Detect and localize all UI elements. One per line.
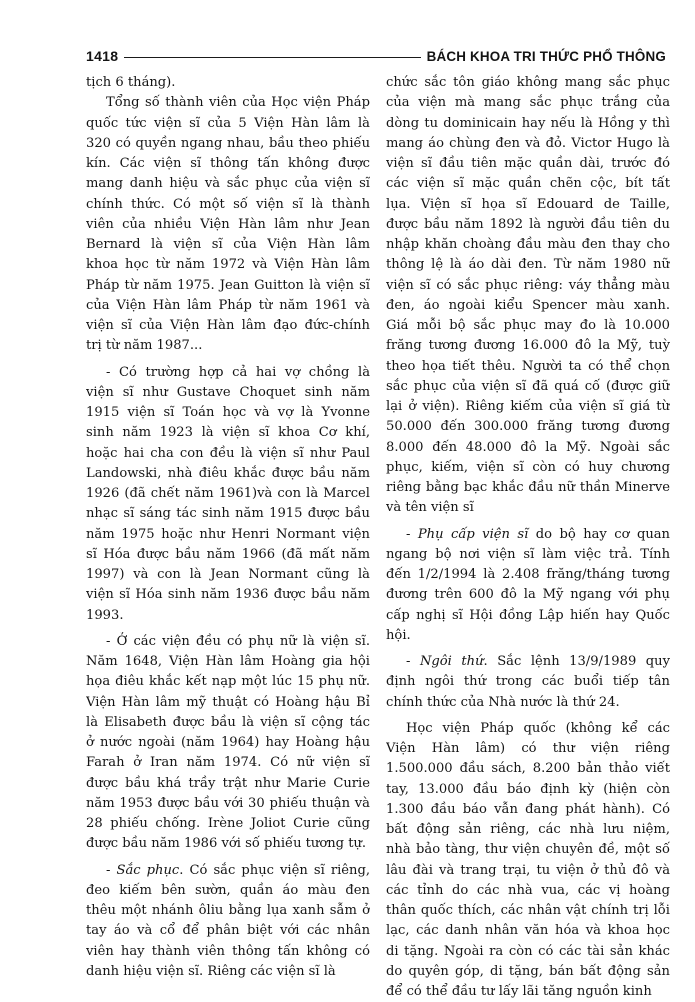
text-line: hoặc hai cha con đều là viện sĩ như Paul xyxy=(86,445,370,461)
text-line: viên hay thành viên thông tấn không có xyxy=(86,943,370,959)
text-line: viện sĩ Hóa sinh năm 1936 được bầu năm xyxy=(86,587,370,603)
text-line: được bầu năm 1892 là người đầu tiên du xyxy=(386,216,670,232)
text-line: các viện sĩ mặc quần chẽn cộc, bít tất xyxy=(386,176,670,192)
text-line: 8.000 đến 48.000 đô la Mỹ. Ngoài sắc xyxy=(386,439,670,455)
text-line: mang áo chùng đen và đỏ. Victor Hugo là xyxy=(386,135,670,151)
text-line: thêu một nhánh ôliu bằng lụa xanh sẫm ở xyxy=(86,903,370,918)
text-line: nhạc sĩ sáng tác sinh năm 1915 được bầu xyxy=(86,506,370,522)
text-line: Giá mỗi bộ sắc phục may đo là 10.000 xyxy=(386,318,670,333)
text-line: nhập khăn choàng đầu màu đen thay cho xyxy=(386,237,670,252)
text-line: năm 1953 được bầu với 30 phiếu thuận và xyxy=(86,795,370,811)
text-line: chính thức. Có một số viện sĩ là thành xyxy=(86,196,370,212)
text-line: di tặng. Ngoài ra còn có các tài sản khác xyxy=(386,943,670,959)
text-line: năm 1975 hoặc như Henri Normant viện xyxy=(86,526,370,542)
text-line: và tên viện sĩ xyxy=(386,500,474,516)
text-line: Năm 1648, Viện Hàn lâm Hoàng gia hội xyxy=(86,654,370,669)
text-line: cấp nghị sĩ Hội đồng Lập hiến hay Quốc xyxy=(386,607,670,623)
text-line: - Ở các viện đều có phụ nữ là viện sĩ. xyxy=(106,633,370,649)
text-line: 1915 viện sĩ Toán học và vợ là Yvonne xyxy=(86,405,370,420)
text-line: Viện Hàn lâm mỹ thuật có Hoàng hậu Bỉ xyxy=(86,694,370,710)
text-line: 320 có quyền ngang nhau, bầu theo phiếu xyxy=(86,135,370,151)
text-line: 50.000 đến 300.000 frăng tương đương xyxy=(386,419,670,435)
paragraph xyxy=(86,632,370,855)
text-line: phục, kiếm, viện sĩ còn có huy chương xyxy=(386,459,670,475)
text-line: ngang bộ nơi viện sĩ làm việc trả. Tính xyxy=(386,546,670,562)
text-line: riêng bằng bạc khắc đầu nữ thần Minerve xyxy=(386,480,670,495)
text-line: bất động sản riêng, các nhà lưu niệm, xyxy=(386,822,670,837)
text-line: 28 phiếu chống. Irène Joliot Curie cũng xyxy=(86,816,370,831)
page-header xyxy=(86,45,666,67)
page-number: 1418 xyxy=(86,48,119,64)
text-line: viện sĩ của Viện Hàn lâm đạo đức-chính xyxy=(86,318,370,333)
text-line: của Viện Hàn lâm Pháp từ năm 1961 và xyxy=(86,297,370,313)
italic-run-in-heading: Ngôi thứ xyxy=(419,654,484,669)
running-title: BÁCH KHOA TRI THỨC PHỔ THÔNG xyxy=(426,48,666,64)
text-line: theo họa tiết thêu. Người ta có thể chọn xyxy=(386,358,670,374)
text-line: Viện Hàn lâm) có thư viện riêng xyxy=(386,741,670,756)
text-line: là Elisabeth được bầu là viện sĩ cộng tác xyxy=(86,714,370,730)
text-line: thông lệ là áo dài đen. Từ năm 1980 nữ xyxy=(386,257,670,273)
text-line: tịch 6 tháng). xyxy=(86,75,176,90)
text-line: quốc tức viện sĩ của 5 Viện Hàn lâm là xyxy=(86,115,370,131)
text-line: Tổng số thành viên của Học viện Pháp xyxy=(106,95,370,111)
text-line: lụa. Viện sĩ họa sĩ Edouard de Taille, xyxy=(386,196,670,212)
text-line: viện sĩ có sắc phục riêng: váy thẳng màu xyxy=(386,277,670,293)
text-line: viên của nhiều Viện Hàn lâm như Jean xyxy=(86,216,370,232)
text-line: đến 1/2/1994 là 2.408 frăng/tháng tương xyxy=(386,567,670,582)
text-line: viện sĩ đầu tiên mặc quần dài, trước đó xyxy=(386,156,670,171)
text-line: Bernard là viện sĩ của Viện Hàn lâm xyxy=(86,237,370,252)
text-line: được bầu năm 1986 với số phiếu tương tự. xyxy=(86,836,367,852)
text-line: thân quốc thích, các nhân vật chính trị lỗi xyxy=(386,903,670,918)
text-line: tay áo và cổ để phân biệt với các nhân xyxy=(86,923,370,939)
text-line: sĩ Hóa được bầu năm 1966 (đã mất năm xyxy=(86,546,370,562)
text-line: - Có trường hợp cả hai vợ chồng là xyxy=(106,364,370,380)
text-line: danh hiệu viện sĩ. Riêng các viện sĩ là xyxy=(86,963,336,979)
text-line: tay, 13.000 đầu báo định kỳ (hiện còn xyxy=(386,781,670,797)
text-line: - Sắc phục. Có sắc phục viện sĩ riêng, xyxy=(106,862,370,878)
text-line: nhà bảo tàng, thư viện chuyên đề, một số xyxy=(386,842,670,858)
paragraph xyxy=(86,73,370,93)
text-line: 1997) và con là Jean Normant cũng là xyxy=(86,567,370,582)
text-line: hội. xyxy=(386,627,411,643)
text-line: lại ở viện). Riêng kiếm của viện sĩ giá từ xyxy=(386,399,670,414)
header-rule xyxy=(124,57,420,58)
text-line: kín. Các viện sĩ thông tấn không được xyxy=(86,156,370,171)
text-line: viện sĩ như Gustave Choquet sinh năm xyxy=(86,384,370,400)
text-line: 1.500.000 đầu sách, 8.200 bản thảo viết xyxy=(386,761,670,777)
text-line: các tỉnh do các nhà vua, các vị hoàng xyxy=(386,882,670,898)
text-line: frăng tương đương 16.000 đô la Mỹ, tuỳ xyxy=(386,338,670,354)
paragraph xyxy=(386,652,670,713)
paragraph xyxy=(86,93,370,356)
text-line: Farah ở Iran năm 1974. Có nữ viện sĩ xyxy=(86,755,370,771)
text-line: chức sắc tôn giáo không mang sắc phục xyxy=(386,75,670,90)
paragraph xyxy=(386,719,670,1002)
text-line: 1.300 đầu báo vẫn đang phát hành). Có xyxy=(386,801,670,817)
text-line: lâu đài và trang trại, tu viện ở thủ đô và xyxy=(386,862,670,878)
text-line: lạc, các danh nhân văn hóa và khoa học xyxy=(386,923,670,939)
text-line: ở nước ngoài (năm 1964) hay Hoàng hậu xyxy=(86,735,370,750)
text-line: được bầu khá trầy trật như Marie Curie xyxy=(86,775,370,791)
text-line: đeo kiếm bên sườn, quần áo màu đen xyxy=(86,882,370,898)
text-line: chính thức của Nhà nước là thứ 24. xyxy=(386,694,620,710)
right-text-column xyxy=(386,73,670,1002)
paragraph xyxy=(386,73,670,519)
text-line: Pháp từ năm 1975. Jean Guitton là viện sĩ xyxy=(86,277,370,293)
paragraph xyxy=(86,363,370,626)
text-line: 1993. xyxy=(86,607,124,623)
paragraph xyxy=(386,525,670,647)
italic-run-in-heading: Sắc phục xyxy=(116,862,180,878)
text-line: họa điêu khắc kết nạp một lúc 15 phụ nữ. xyxy=(86,674,370,690)
paragraph xyxy=(86,861,370,983)
text-line: định ngôi thứ trong các buổi tiếp tân xyxy=(386,674,670,690)
text-line: Landowski, nhà điêu khắc được bầu năm xyxy=(86,465,370,481)
text-line: do quyên góp, di tặng, bán bất động sản xyxy=(386,963,670,979)
text-line: sắc phục của viện sĩ đã quá cố (được giữ xyxy=(386,378,670,394)
text-line: trị từ năm 1987... xyxy=(86,338,203,354)
text-line: Học viện Pháp quốc (không kể các xyxy=(406,720,670,736)
text-line: 1926 (đã chết năm 1961)và con là Marcel xyxy=(86,486,370,501)
text-line: đương trên 600 đô la Mỹ ngang với phụ xyxy=(386,587,670,603)
left-text-column xyxy=(86,73,370,982)
text-line: mang danh hiệu và sắc phục của viện sĩ xyxy=(86,176,370,192)
text-line: khoa học từ năm 1972 và Viện Hàn lâm xyxy=(86,257,370,273)
text-line: đen, áo ngoài kiểu Spencer màu xanh. xyxy=(386,297,670,313)
text-line: dòng tu dominicain hay nếu là Hồng y thì xyxy=(386,115,670,131)
italic-run-in-heading: Phụ cấp viện sĩ xyxy=(417,526,529,542)
text-line: của viện mà mang sắc phục trắng của xyxy=(386,95,670,111)
text-line: - Phụ cấp viện sĩ do bộ hay cơ quan xyxy=(406,526,670,542)
text-line: - Ngôi thứ. Sắc lệnh 13/9/1989 quy xyxy=(406,654,670,669)
text-line: để có thể đầu tư lấy lãi tăng nguồn kinh xyxy=(386,984,652,999)
text-line: sinh năm 1923 là viện sĩ khoa Cơ khí, xyxy=(86,425,370,441)
